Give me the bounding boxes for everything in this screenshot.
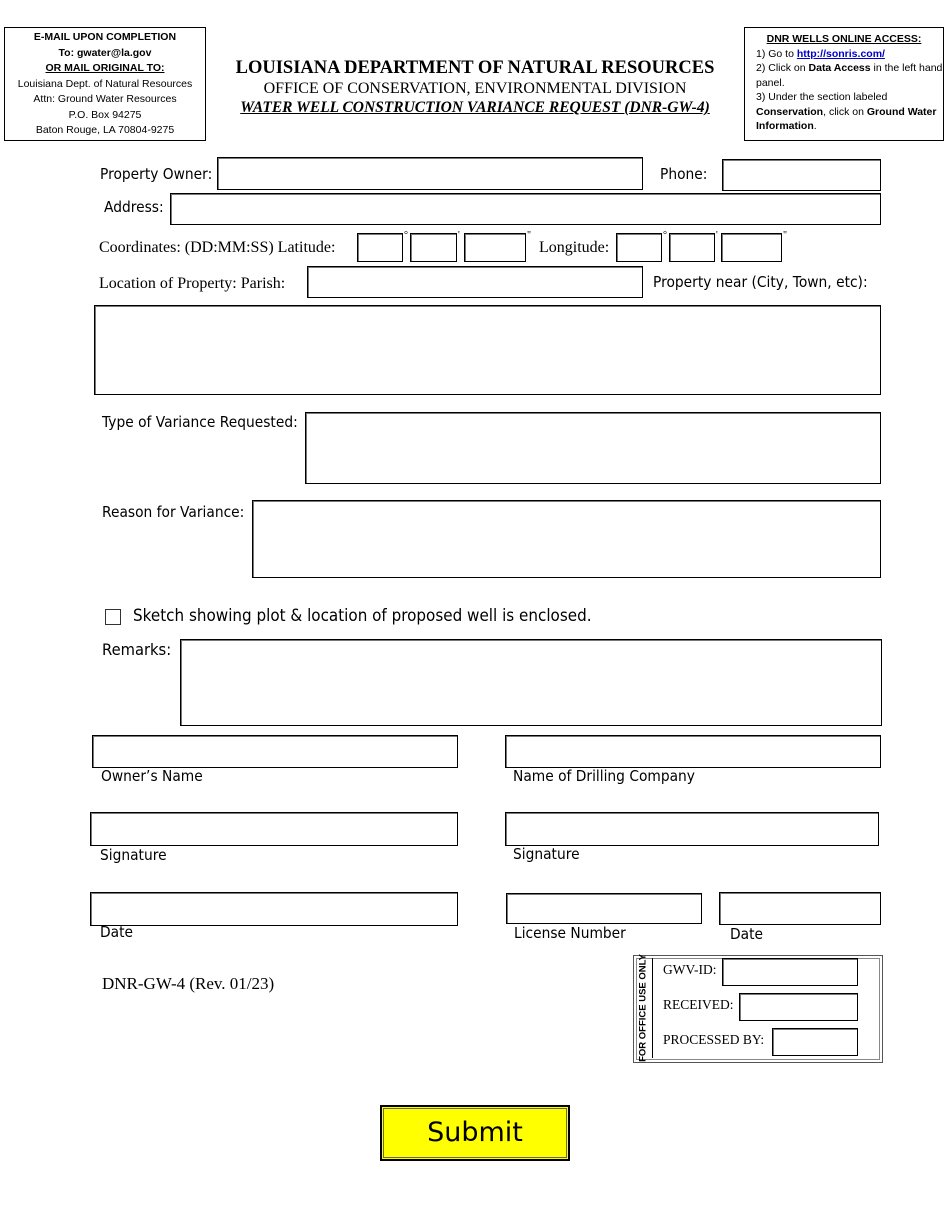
phone-label: Phone: <box>660 165 708 183</box>
parish-input[interactable] <box>307 266 643 298</box>
address-label: Address: <box>104 198 164 216</box>
mail-line-email-to: To: gwater@la.gov <box>58 46 152 59</box>
access-step-2-text: 2) Click on <box>756 62 809 74</box>
mail-instructions-box <box>4 27 206 141</box>
access-step-3-post: . <box>813 120 817 132</box>
gwv-id-input[interactable] <box>722 958 858 986</box>
processed-by-input[interactable] <box>772 1028 858 1056</box>
access-step-3-mid: , click on <box>823 105 867 118</box>
longitude-degree-symbol: ° <box>663 230 667 241</box>
sketch-checkbox[interactable] <box>105 609 121 625</box>
reason-input[interactable] <box>252 500 881 578</box>
sonris-link[interactable]: http://sonris.com/ <box>796 47 885 60</box>
access-step-2-post: in the left hand panel. <box>756 62 943 89</box>
online-access-box <box>744 27 944 141</box>
longitude-minute-symbol: ' <box>716 230 718 241</box>
latitude-minutes-input[interactable] <box>410 233 457 262</box>
access-step-3-bold2: Ground Water Information <box>756 105 937 132</box>
longitude-label: Longitude: <box>539 239 610 256</box>
mail-line-attn: Attn: Ground Water Resources <box>33 93 177 105</box>
latitude-second-symbol: " <box>527 230 532 241</box>
longitude-seconds-input[interactable] <box>721 233 782 262</box>
coordinates-latitude-label: Coordinates: (DD:MM:SS) Latitude: <box>99 239 336 256</box>
address-input[interactable] <box>170 193 881 225</box>
mail-line-or-mail: OR MAIL ORIGINAL TO: <box>45 62 165 74</box>
processed-by-label: PROCESSED BY: <box>663 1032 765 1047</box>
access-step-2-bold: Data Access <box>808 62 871 74</box>
owner-date-label: Date <box>100 923 133 941</box>
department-title: LOUISIANA DEPARTMENT OF NATURAL RESOURCES <box>235 58 715 78</box>
received-input[interactable] <box>739 993 858 1021</box>
longitude-degrees-input[interactable] <box>616 233 662 262</box>
sketch-label: Sketch showing plot & location of proposed well is enclosed. <box>133 606 592 625</box>
license-number-label: License Number <box>514 924 626 942</box>
phone-input[interactable] <box>722 159 881 191</box>
form-title: WATER WELL CONSTRUCTION VARIANCE REQUEST (DNR-GW-4) <box>240 99 710 116</box>
access-step-3 <box>756 90 943 134</box>
office-use-text: FOR OFFICE USE ONLY <box>637 954 649 1062</box>
access-step-1-text: 1) Go to <box>756 47 797 60</box>
access-step-3-text: 3) Under the section labeled <box>756 91 888 103</box>
longitude-minutes-input[interactable] <box>669 233 715 262</box>
owner-date-input[interactable] <box>90 892 458 926</box>
reason-label: Reason for Variance: <box>102 503 245 521</box>
drilling-company-label: Name of Drilling Company <box>513 767 695 785</box>
property-owner-label: Property Owner: <box>100 165 213 183</box>
company-signature-input[interactable] <box>505 812 879 846</box>
remarks-label: Remarks: <box>102 640 172 659</box>
gwv-id-label: GWV-ID: <box>663 962 717 977</box>
form-revision: DNR-GW-4 (Rev. 01/23) <box>102 974 275 993</box>
variance-type-label: Type of Variance Requested: <box>102 413 298 431</box>
owner-signature-input[interactable] <box>90 812 458 846</box>
license-number-input[interactable] <box>506 893 702 924</box>
variance-type-input[interactable] <box>305 412 881 484</box>
received-label: RECEIVED: <box>663 997 734 1012</box>
online-access-heading: DNR WELLS ONLINE ACCESS: <box>766 33 922 45</box>
latitude-degrees-input[interactable] <box>357 233 403 262</box>
owners-name-input[interactable] <box>92 735 458 768</box>
drilling-company-input[interactable] <box>505 735 881 768</box>
access-step-1 <box>756 47 943 62</box>
company-signature-label: Signature <box>513 845 580 863</box>
property-owner-input[interactable] <box>217 157 643 190</box>
office-use-vertical-label <box>634 954 652 1062</box>
latitude-degree-symbol: ° <box>404 230 408 241</box>
longitude-second-symbol: " <box>783 230 788 241</box>
property-near-input[interactable] <box>94 305 881 395</box>
latitude-seconds-input[interactable] <box>464 233 526 262</box>
owner-signature-label: Signature <box>100 846 167 864</box>
mail-line-pobox: P.O. Box 94275 <box>68 108 142 121</box>
location-parish-label: Location of Property: Parish: <box>99 275 286 292</box>
office-use-divider <box>652 958 653 1058</box>
company-date-input[interactable] <box>719 892 881 925</box>
mail-line-dept: Louisiana Dept. of Natural Resources <box>17 77 193 90</box>
submit-button[interactable]: Submit <box>380 1105 570 1161</box>
latitude-minute-symbol: ' <box>458 230 460 241</box>
company-date-label: Date <box>730 925 763 943</box>
access-step-3-bold1: Conservation <box>756 105 824 118</box>
owners-name-label: Owner’s Name <box>101 767 203 785</box>
property-near-label: Property near (City, Town, etc): <box>653 273 868 291</box>
access-step-2 <box>756 61 943 90</box>
mail-line-email-upon: E-MAIL UPON COMPLETION <box>33 31 177 43</box>
mail-line-city: Baton Rouge, LA 70804-9275 <box>35 124 175 136</box>
remarks-input[interactable] <box>180 639 882 726</box>
office-title: OFFICE OF CONSERVATION, ENVIRONMENTAL DIVISION <box>263 80 687 97</box>
